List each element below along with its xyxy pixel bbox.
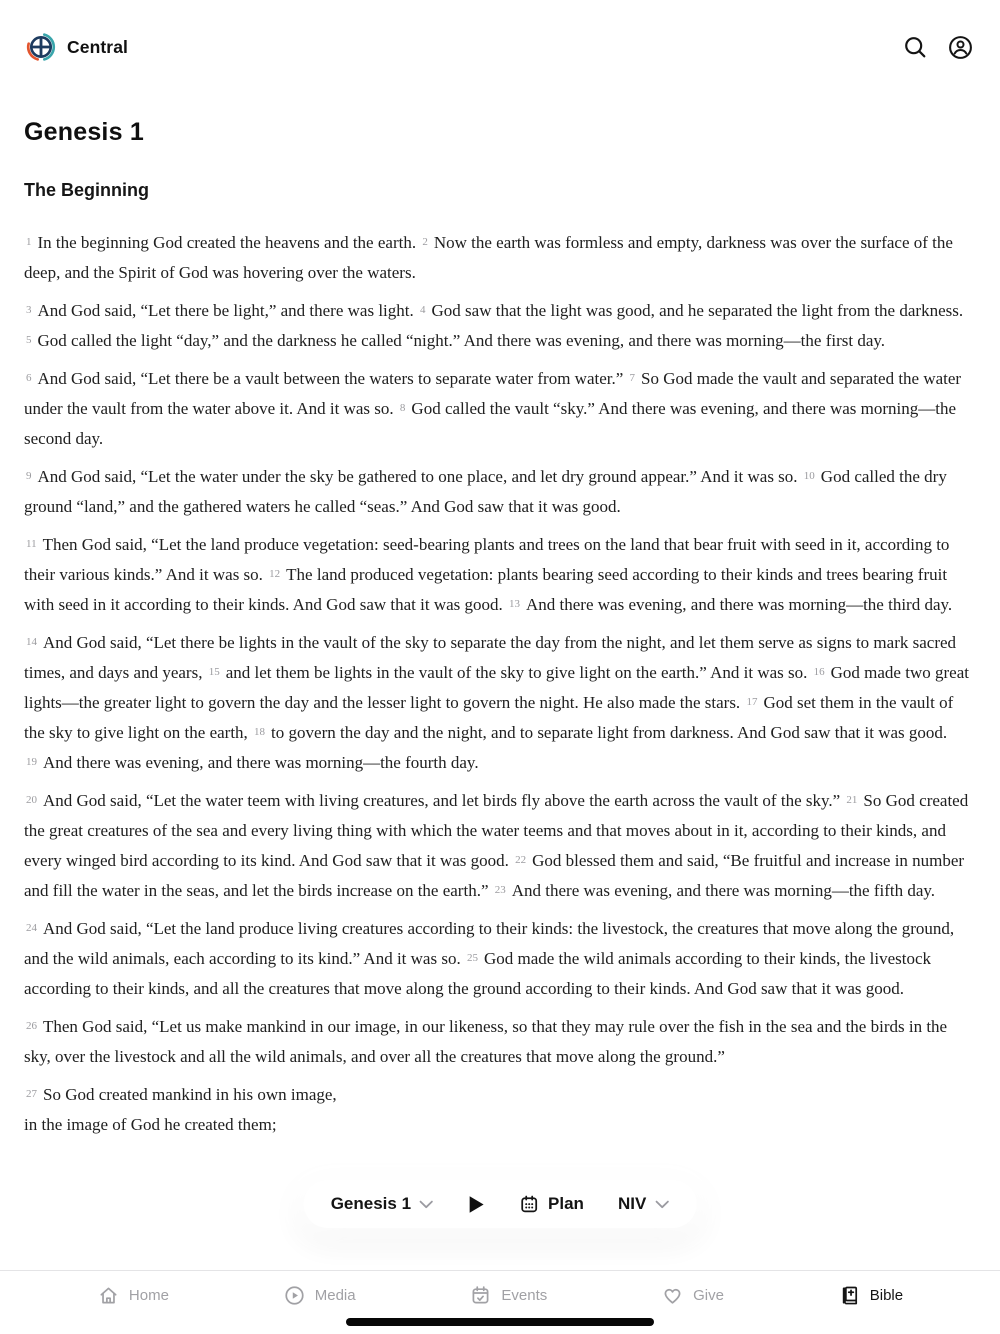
give-icon <box>661 1284 684 1307</box>
verse-text-line: in the image of God he created them; <box>24 1115 277 1134</box>
verse-text: God set them in the vault of the sky to give light on the earth, <box>24 693 954 742</box>
verse-number: 19 <box>26 756 37 768</box>
verse-text: And God said, “Let the land produce living creatures according to their kinds: the livestock, the creatures that move along the ground, and the wild animals, each according to its kind.” And it was so. <box>24 919 955 968</box>
search-icon <box>902 34 928 60</box>
verse-number: 12 <box>269 568 281 580</box>
book-chapter-selector[interactable] <box>314 1180 451 1228</box>
verse-number: 23 <box>494 884 506 896</box>
verse-number: 14 <box>26 636 37 648</box>
verse-paragraph <box>24 364 976 454</box>
bible-scroll-area[interactable] <box>0 62 1000 1270</box>
verse-paragraph <box>24 786 976 906</box>
header-actions <box>901 33 974 61</box>
brand <box>26 32 128 62</box>
play-audio-button[interactable] <box>451 1180 502 1228</box>
verse-number: 20 <box>26 794 37 806</box>
reader-toolbar <box>304 1180 697 1228</box>
verse-number: 4 <box>420 304 426 316</box>
verse-text: God called the vault “sky.” And there was evening, and there was morning—the second day. <box>24 399 957 448</box>
verse-number: 22 <box>515 854 527 866</box>
verse-number: 2 <box>422 236 428 248</box>
account-button[interactable] <box>946 33 974 61</box>
app-header <box>0 0 1000 62</box>
verse-text: And God said, “Let the water teem with living creatures, and let birds fly above the earth across the vault of the sky.” <box>43 791 845 810</box>
section-heading: The Beginning <box>24 180 149 200</box>
verse-paragraph <box>24 296 976 356</box>
verse-number: 24 <box>26 922 37 934</box>
tab-give[interactable] <box>661 1284 724 1307</box>
verse-paragraph <box>24 1012 976 1072</box>
home-icon <box>97 1284 120 1307</box>
verse-number: 16 <box>813 666 825 678</box>
verse-text: God called the light “day,” and the darkness he called “night.” And there was evening, and there was morning—the first day. <box>37 331 886 350</box>
chevron-down-icon <box>419 1200 434 1209</box>
verse-text: God made two great lights—the greater light to govern the day and the lesser light to govern the night. He also made the stars. <box>24 663 969 712</box>
book-chapter-label: Genesis 1 <box>330 1194 412 1213</box>
verse-paragraph <box>24 1080 976 1140</box>
verse-text: And there was evening, and there was morning—the fourth day. <box>43 753 479 772</box>
calendar-icon <box>519 1194 540 1215</box>
verse-number: 7 <box>629 372 636 384</box>
verse-text: And there was evening, and there was morning—the fifth day. <box>511 881 936 900</box>
verse-text: to govern the day and the night, and to separate light from darkness. And God saw that it was good. <box>271 723 948 742</box>
verse-number: 25 <box>466 952 478 964</box>
verse-paragraph <box>24 914 976 1004</box>
verse-text: And God said, “Let the water under the sky be gathered to one place, and let dry ground appear.” And it was so. <box>37 467 802 486</box>
version-selector[interactable] <box>601 1180 686 1228</box>
central-logo-icon <box>26 32 56 62</box>
search-button[interactable] <box>901 33 929 61</box>
verse-number: 6 <box>26 372 32 384</box>
tab-label: Bible <box>869 1287 904 1304</box>
tab-events[interactable] <box>469 1284 547 1307</box>
verse-number: 21 <box>846 794 858 806</box>
verse-paragraph <box>24 530 976 620</box>
version-label: NIV <box>617 1194 647 1213</box>
verse-number: 5 <box>26 334 32 346</box>
bible-text <box>24 228 976 1140</box>
plan-label: Plan <box>548 1194 584 1213</box>
verse-number: 26 <box>26 1020 37 1032</box>
chevron-down-icon <box>654 1200 669 1209</box>
verse-text: God saw that the light was good, and he separated the light from the darkness. <box>431 301 964 320</box>
account-icon <box>947 34 974 61</box>
verse-text: God made the wild animals according to their kinds, the livestock according to their kinds, and all the creatures that move along the ground according to their kinds. And God saw that it was good. <box>24 949 932 998</box>
tab-home[interactable] <box>97 1284 169 1307</box>
tab-label: Give <box>693 1287 724 1304</box>
verse-text: And God said, “Let there be lights in the vault of the sky to separate the day from the night, and let them serve as signs to mark sacred times, and days and years, <box>24 633 957 682</box>
chapter-title: Genesis 1 <box>24 118 144 146</box>
verse-number: 27 <box>26 1088 37 1100</box>
verse-text: The land produced vegetation: plants bearing seed according to their kinds and trees bearing fruit with seed in it according to their kinds. And God saw that it was good. <box>24 565 948 614</box>
bible-icon <box>838 1284 861 1307</box>
verse-text: Then God said, “Let the land produce vegetation: seed-bearing plants and trees on the land that bear fruit with seed in it, according to their various kinds.” And it was so. <box>24 535 950 584</box>
verse-number: 18 <box>254 726 266 738</box>
verse-paragraph <box>24 628 976 778</box>
tab-label: Home <box>128 1287 169 1304</box>
verse-paragraph <box>24 462 976 522</box>
verse-text: So God made the vault and separated the water under the vault from the water above it. And it was so. <box>24 369 962 418</box>
plan-button[interactable] <box>502 1180 601 1228</box>
media-icon <box>283 1284 306 1307</box>
tab-label: Events <box>501 1287 548 1304</box>
verse-number: 10 <box>803 470 815 482</box>
verse-text: In the beginning God created the heavens and the earth. <box>37 233 421 252</box>
verse-text: And God said, “Let there be a vault between the waters to separate water from water.” <box>37 369 628 388</box>
tab-label: Media <box>314 1287 356 1304</box>
verse-number: 17 <box>746 696 758 708</box>
verse-number: 13 <box>509 598 521 610</box>
verse-text: God called the dry ground “land,” and the gathered waters he called “seas.” And God saw that it was good. <box>24 467 947 516</box>
verse-number: 15 <box>208 666 220 678</box>
app-name: Central <box>67 36 128 57</box>
home-indicator[interactable] <box>346 1318 654 1326</box>
verse-number: 8 <box>399 402 406 414</box>
verse-number: 1 <box>26 236 32 248</box>
events-icon <box>469 1284 492 1307</box>
verse-number: 9 <box>26 470 32 482</box>
tab-bible[interactable] <box>838 1284 903 1307</box>
play-icon <box>468 1195 485 1214</box>
verse-text: And God said, “Let there be light,” and there was light. <box>37 301 418 320</box>
verse-number: 11 <box>26 538 37 550</box>
verse-text: God blessed them and said, “Be fruitful and increase in number and fill the water in the seas, and let the birds increase on the earth.” <box>24 851 965 900</box>
verse-paragraph <box>24 228 976 288</box>
verse-text: So God created mankind in his own image, <box>43 1085 337 1104</box>
verse-text: and let them be lights in the vault of the sky to give light on the earth.” And it was so. <box>225 663 812 682</box>
verse-text: Now the earth was formless and empty, darkness was over the surface of the deep, and the Spirit of God was hovering over the waters. <box>24 233 953 282</box>
verse-number: 3 <box>26 304 32 316</box>
verse-text: So God created the great creatures of the sea and every living thing with which the water teems and that moves about in it, according to their kinds, and every winged bird according to its kind. And God saw that it was good. <box>24 791 969 870</box>
verse-text: Then God said, “Let us make mankind in our image, in our likeness, so that they may rule over the fish in the sea and the birds in the sky, over the livestock and all the wild animals, and over all the creatures that move along the ground.” <box>24 1017 948 1066</box>
verse-text: And there was evening, and there was morning—the third day. <box>526 595 953 614</box>
tab-media[interactable] <box>283 1284 356 1307</box>
